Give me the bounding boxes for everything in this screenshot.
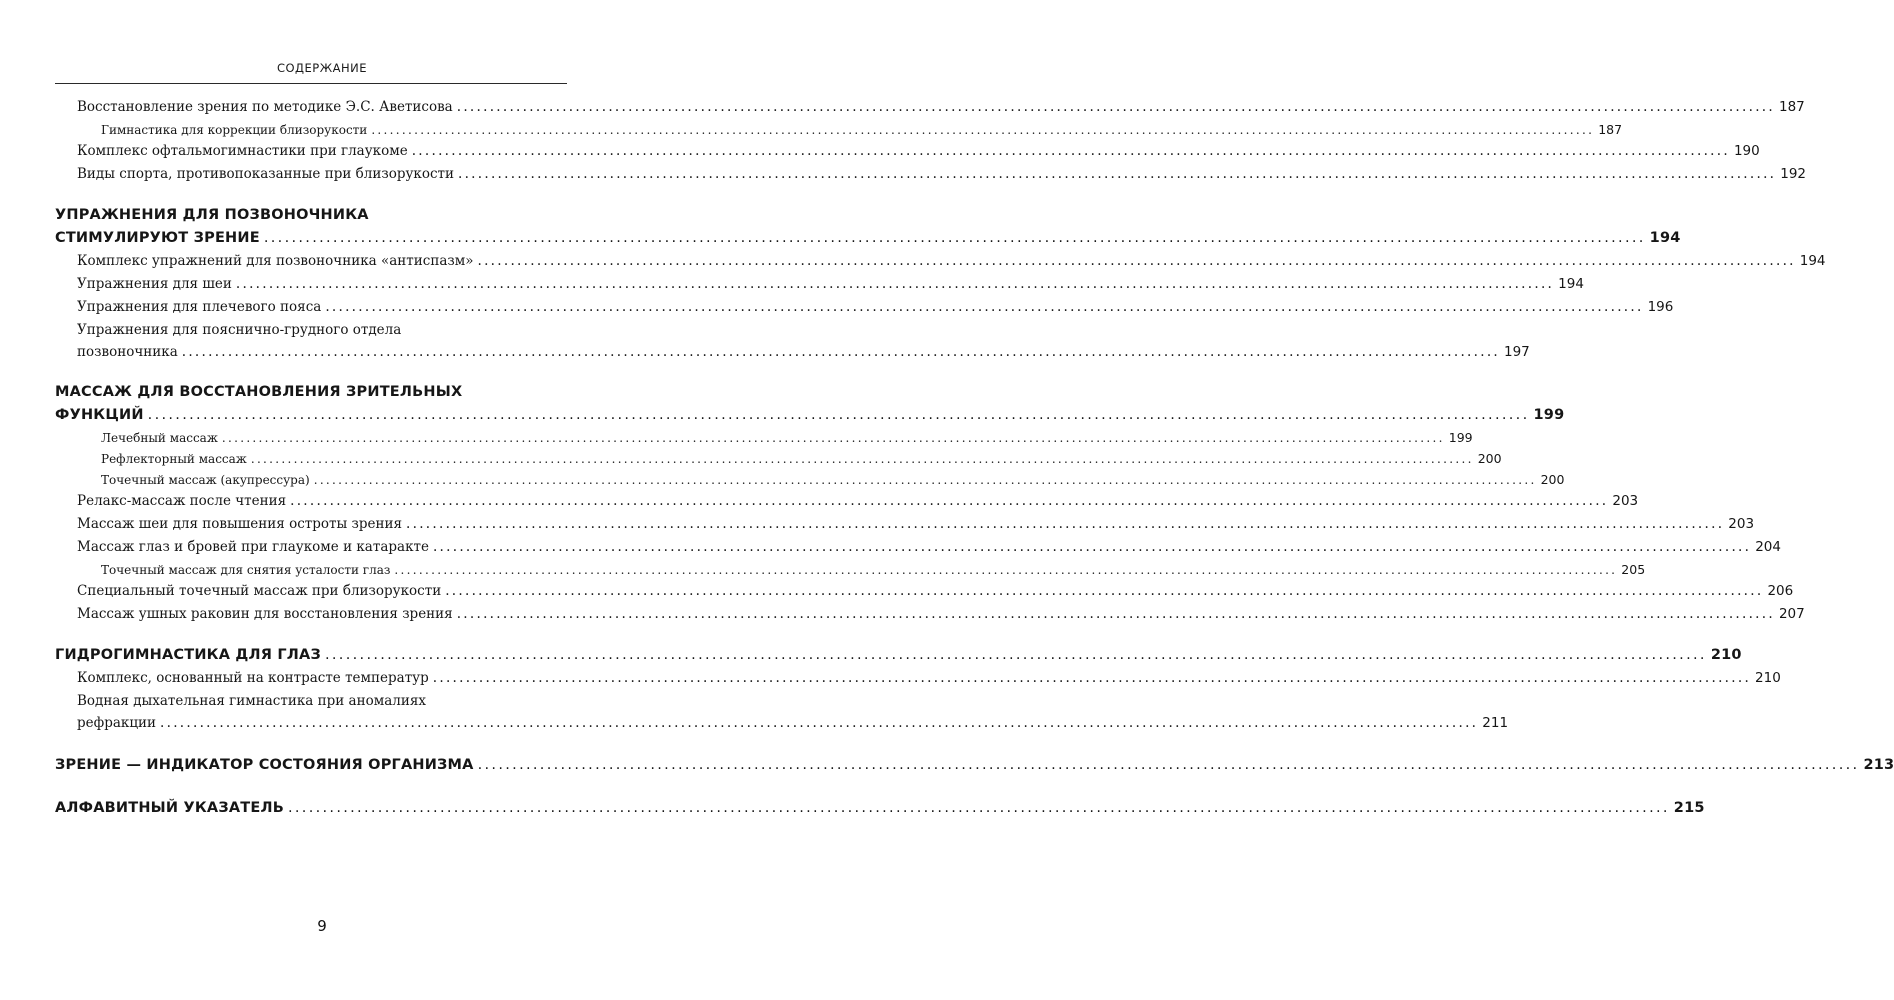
- toc-entry-title: Водная дыхательная гимнастика при аномалиях: [77, 693, 426, 709]
- toc-entry-page: 203: [1612, 493, 1639, 509]
- toc-entry-title: Точечный массаж для снятия усталости глаз: [101, 563, 391, 577]
- toc-entry[interactable]: [55, 342, 1530, 363]
- toc-entry-title: Специальный точечный массаж при близорукости: [77, 583, 442, 599]
- toc-entry[interactable]: [55, 119, 1623, 140]
- toc-chapter[interactable]: [55, 644, 1742, 667]
- dot-leader: ........................................................................................................................................................................................................: [250, 452, 1474, 466]
- toc-entry[interactable]: [55, 536, 1781, 559]
- toc-entry[interactable]: [55, 273, 1584, 296]
- toc-entry[interactable]: [55, 580, 1794, 603]
- toc-entry-page: 204: [1755, 539, 1781, 555]
- toc-entry[interactable]: [55, 469, 1565, 490]
- toc-chapter-title: ЗРЕНИЕ — ИНДИКАТОР СОСТОЯНИЯ ОРГАНИЗМА: [55, 757, 474, 773]
- dot-leader: ........................................................................................................................................................................................................: [160, 715, 1479, 731]
- toc-entry[interactable]: [55, 490, 1639, 513]
- toc-entry-title: Комплекс, основанный на контрасте температур: [77, 670, 429, 686]
- toc-chapter-page: 194: [1649, 230, 1681, 246]
- dot-leader: ........................................................................................................................................................................................................: [147, 407, 1530, 423]
- toc-entry[interactable]: [55, 513, 1755, 536]
- toc-entry-title: Упражнения для пояснично-грудного отдела: [77, 322, 402, 338]
- dot-leader: ........................................................................................................................................................................................................: [371, 123, 1595, 137]
- toc-entry-page: 207: [1778, 606, 1805, 622]
- toc-entry-page: 192: [1780, 166, 1807, 182]
- toc-chapter-title: АЛФАВИТНЫЙ УКАЗАТЕЛЬ: [55, 800, 284, 816]
- dot-leader: ........................................................................................................................................................................................................: [432, 539, 1752, 555]
- dot-leader: ........................................................................................................................................................................................................: [324, 647, 1707, 663]
- toc-chapter-page: 199: [1533, 407, 1565, 423]
- toc-entry-page: 197: [1504, 344, 1530, 360]
- toc-entry-page: 205: [1621, 562, 1646, 577]
- toc-entry-title: Массаж ушных раковин для восстановления зрения: [77, 606, 453, 622]
- dot-leader: ........................................................................................................................................................................................................: [456, 99, 1775, 115]
- toc-chapter[interactable]: [55, 797, 1705, 820]
- table-of-contents: [55, 96, 1894, 820]
- dot-leader: ........................................................................................................................................................................................................: [181, 344, 1500, 360]
- toc-chapter-title-line[interactable]: [55, 204, 567, 227]
- toc-entry-page: 200: [1540, 472, 1565, 487]
- toc-entry-page: 200: [1477, 451, 1502, 466]
- dot-leader: ........................................................................................................................................................................................................: [411, 143, 1730, 159]
- toc-entry-page: 199: [1448, 430, 1473, 445]
- toc-chapter-page: 215: [1673, 800, 1705, 816]
- dot-leader: ........................................................................................................................................................................................................: [325, 299, 1644, 315]
- toc-entry-page: 194: [1558, 276, 1584, 292]
- toc-entry-title: Лечебный массаж: [101, 431, 218, 445]
- toc-entry[interactable]: [55, 448, 1502, 469]
- toc-entry-title: Рефлекторный массаж: [101, 452, 247, 466]
- toc-entry-title-line[interactable]: [55, 319, 567, 342]
- toc-entry-title: Упражнения для плечевого пояса: [77, 299, 322, 315]
- dot-leader: ........................................................................................................................................................................................................: [406, 516, 1725, 532]
- dot-leader: ........................................................................................................................................................................................................: [263, 230, 1646, 246]
- toc-chapter[interactable]: [55, 754, 1894, 777]
- dot-leader: ........................................................................................................................................................................................................: [287, 800, 1670, 816]
- toc-chapter-title: УПРАЖНЕНИЯ ДЛЯ ПОЗВОНОЧНИКА: [55, 207, 369, 223]
- toc-entry[interactable]: [55, 603, 1805, 626]
- toc-entry-title: Виды спорта, противопоказанные при близорукости: [77, 166, 454, 182]
- toc-entry[interactable]: [55, 163, 1807, 186]
- toc-entry[interactable]: [55, 667, 1781, 690]
- toc-entry[interactable]: [55, 296, 1674, 319]
- toc-entry[interactable]: [55, 713, 1509, 734]
- toc-entry-page: 196: [1647, 299, 1674, 315]
- dot-leader: ........................................................................................................................................................................................................: [432, 670, 1752, 686]
- toc-entry-title: Комплекс упражнений для позвоночника «антиспазм»: [77, 253, 474, 269]
- toc-entry-page: 194: [1799, 253, 1826, 269]
- dot-leader: ........................................................................................................................................................................................................: [477, 253, 1796, 269]
- dot-leader: ........................................................................................................................................................................................................: [290, 493, 1609, 509]
- toc-entry-page: 187: [1598, 122, 1623, 137]
- toc-entry-title: Упражнения для шеи: [77, 276, 232, 292]
- dot-leader: ........................................................................................................................................................................................................: [458, 166, 1777, 182]
- toc-entry-title: Массаж шеи для повышения остроты зрения: [77, 516, 403, 532]
- toc-chapter-title-line[interactable]: [55, 381, 567, 404]
- toc-entry-page: 203: [1728, 516, 1755, 532]
- toc-entry-page: 190: [1733, 143, 1760, 159]
- dot-leader: ........................................................................................................................................................................................................: [221, 431, 1445, 445]
- toc-chapter[interactable]: [55, 404, 1565, 427]
- toc-chapter-title: МАССАЖ ДЛЯ ВОССТАНОВЛЕНИЯ ЗРИТЕЛЬНЫХ: [55, 384, 463, 400]
- toc-chapter-title: ФУНКЦИЙ: [55, 407, 144, 423]
- toc-entry-title: Восстановление зрения по методике Э.С. Аветисова: [77, 99, 453, 115]
- toc-entry-title: позвоночника: [77, 344, 178, 360]
- toc-chapter-title: СТИМУЛИРУЮТ ЗРЕНИЕ: [55, 230, 260, 246]
- toc-chapter-page: 210: [1710, 647, 1742, 663]
- toc-chapter[interactable]: [55, 227, 1681, 250]
- toc-entry[interactable]: [55, 559, 1646, 580]
- running-header: СОДЕРЖАНИЕ: [276, 61, 368, 75]
- toc-entry-title: Точечный массаж (акупрессура): [101, 473, 310, 487]
- toc-entry-page: 187: [1778, 99, 1805, 115]
- page-number: 9: [317, 917, 327, 935]
- dot-leader: ........................................................................................................................................................................................................: [394, 563, 1618, 577]
- toc-entry-title: Релакс-массаж после чтения: [77, 493, 287, 509]
- dot-leader: ........................................................................................................................................................................................................: [477, 757, 1860, 773]
- toc-chapter-title: ГИДРОГИМНАСТИКА ДЛЯ ГЛАЗ: [55, 647, 321, 663]
- toc-entry[interactable]: [55, 96, 1805, 119]
- toc-entry-title-line[interactable]: [55, 690, 567, 713]
- toc-entry[interactable]: [55, 250, 1826, 273]
- toc-entry-title: Массаж глаз и бровей при глаукоме и катаракте: [77, 539, 429, 555]
- toc-entry-page: 206: [1767, 583, 1794, 599]
- dot-leader: ........................................................................................................................................................................................................: [445, 583, 1764, 599]
- toc-entry[interactable]: [55, 140, 1760, 163]
- toc-entry-title: Гимнастика для коррекции близорукости: [101, 123, 368, 137]
- toc-entry-page: 210: [1755, 670, 1781, 686]
- dot-leader: ........................................................................................................................................................................................................: [313, 473, 1537, 487]
- toc-entry[interactable]: [55, 427, 1473, 448]
- dot-leader: ........................................................................................................................................................................................................: [235, 276, 1555, 292]
- toc-entry-page: 211: [1482, 715, 1509, 731]
- header-rule: [55, 83, 567, 84]
- dot-leader: ........................................................................................................................................................................................................: [456, 606, 1775, 622]
- toc-entry-title: Комплекс офтальмогимнастики при глаукоме: [77, 143, 408, 159]
- toc-chapter-page: 213: [1863, 757, 1894, 773]
- toc-entry-title: рефракции: [77, 715, 157, 731]
